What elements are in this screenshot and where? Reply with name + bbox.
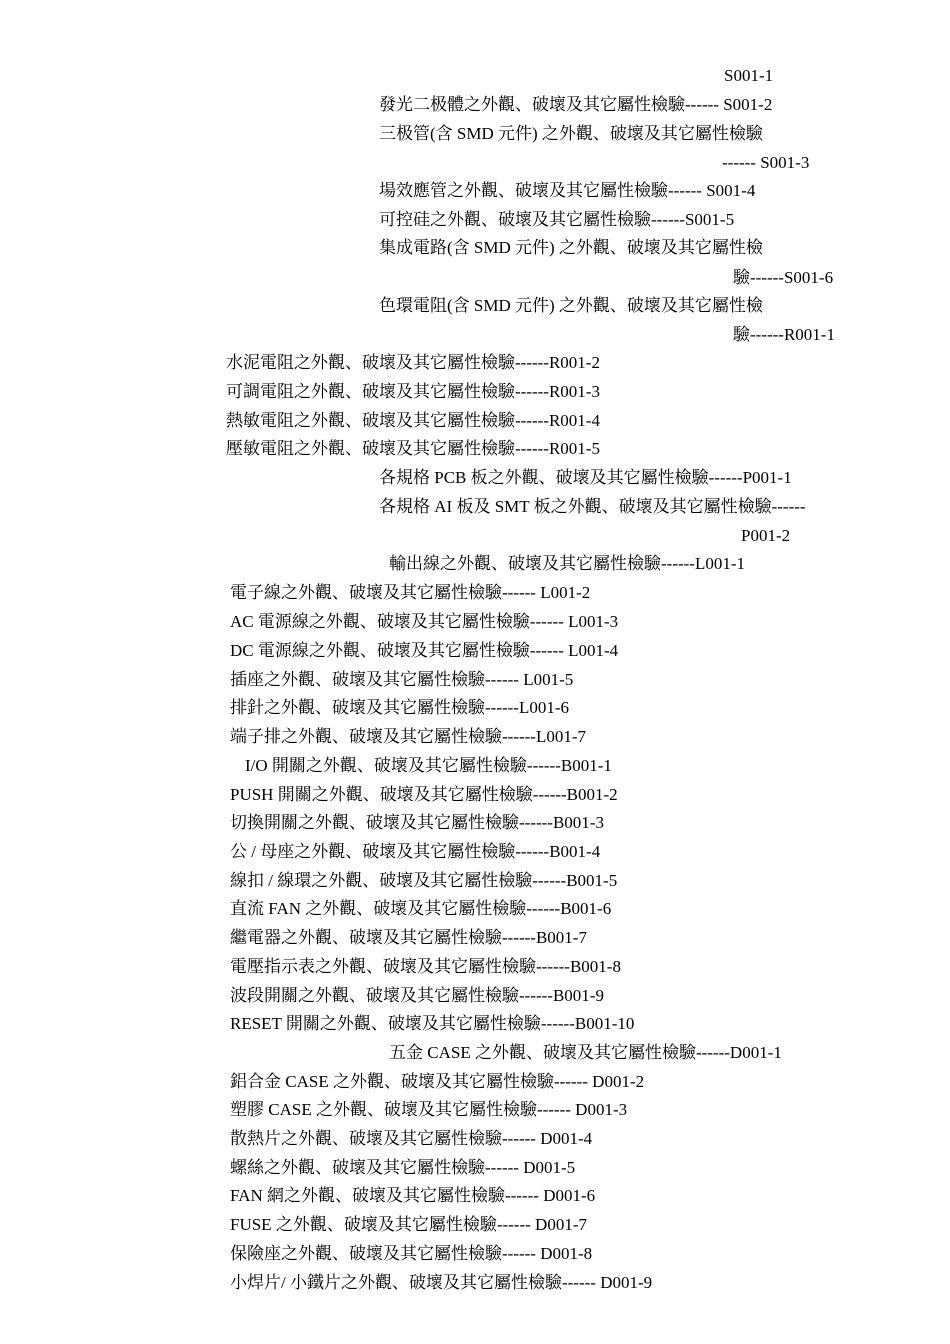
toc-line: 散熱片之外觀、破壞及其它屬性檢驗------ D001-4 — [230, 1129, 593, 1148]
toc-line: 各規格 PCB 板之外觀、破壞及其它屬性檢驗------P001-1 — [379, 468, 792, 487]
toc-line: S001-1 — [724, 66, 774, 85]
toc-line: 線扣 / 線環之外觀、破壞及其它屬性檢驗------B001-5 — [230, 871, 618, 890]
toc-line: 三极管(含 SMD 元件) 之外觀、破壞及其它屬性檢驗 — [379, 124, 763, 143]
toc-line: 小焊片/ 小鐵片之外觀、破壞及其它屬性檢驗------ D001-9 — [230, 1273, 653, 1292]
toc-line: 各規格 AI 板及 SMT 板之外觀、破壞及其它屬性檢驗------ — [379, 497, 806, 516]
toc-line: 端子排之外觀、破壞及其它屬性檢驗------L001-7 — [230, 727, 587, 746]
toc-line: 驗------R001-1 — [733, 325, 835, 344]
toc-line: 直流 FAN 之外觀、破壞及其它屬性檢驗------B001-6 — [230, 899, 612, 918]
toc-line: 電壓指示表之外觀、破壞及其它屬性檢驗------B001-8 — [230, 957, 621, 976]
toc-line: 驗------S001-6 — [733, 268, 834, 287]
toc-line: 輸出線之外觀、破壞及其它屬性檢驗------L001-1 — [389, 554, 746, 573]
toc-line: 可控硅之外觀、破壞及其它屬性檢驗------S001-5 — [379, 210, 735, 229]
toc-line: 集成電路(含 SMD 元件) 之外觀、破壞及其它屬性檢 — [379, 238, 763, 257]
toc-line: 公 / 母座之外觀、破壞及其它屬性檢驗------B001-4 — [230, 842, 601, 861]
toc-line: ------ S001-3 — [722, 153, 810, 172]
toc-line: 熱敏電阻之外觀、破壞及其它屬性檢驗------R001-4 — [226, 411, 600, 430]
toc-line: 繼電器之外觀、破壞及其它屬性檢驗------B001-7 — [230, 928, 587, 947]
toc-line: 鋁合金 CASE 之外觀、破壞及其它屬性檢驗------ D001-2 — [230, 1072, 645, 1091]
toc-line: 排針之外觀、破壞及其它屬性檢驗------L001-6 — [230, 698, 570, 717]
toc-line: 電子線之外觀、破壞及其它屬性檢驗------ L001-2 — [230, 583, 591, 602]
toc-line: 保險座之外觀、破壞及其它屬性檢驗------ D001-8 — [230, 1244, 593, 1263]
toc-line: 壓敏電阻之外觀、破壞及其它屬性檢驗------R001-5 — [226, 439, 600, 458]
toc-line: FUSE 之外觀、破壞及其它屬性檢驗------ D001-7 — [230, 1215, 587, 1234]
toc-line: 五金 CASE 之外觀、破壞及其它屬性檢驗------D001-1 — [389, 1043, 782, 1062]
toc-line: 插座之外觀、破壞及其它屬性檢驗------ L001-5 — [230, 670, 574, 689]
toc-line: 發光二极體之外觀、破壞及其它屬性檢驗------ S001-2 — [379, 95, 773, 114]
toc-line: PUSH 開關之外觀、破壞及其它屬性檢驗------B001-2 — [230, 785, 618, 804]
toc-line: I/O 開關之外觀、破壞及其它屬性檢驗------B001-1 — [245, 756, 612, 775]
toc-line: 塑膠 CASE 之外觀、破壞及其它屬性檢驗------ D001-3 — [230, 1100, 628, 1119]
toc-line: P001-2 — [741, 526, 791, 545]
toc-line: 切換開關之外觀、破壞及其它屬性檢驗------B001-3 — [230, 813, 604, 832]
toc-line: 螺絲之外觀、破壞及其它屬性檢驗------ D001-5 — [230, 1158, 576, 1177]
toc-line: DC 電源線之外觀、破壞及其它屬性檢驗------ L001-4 — [230, 641, 619, 660]
toc-line: FAN 網之外觀、破壞及其它屬性檢驗------ D001-6 — [230, 1186, 596, 1205]
toc-line: 可調電阻之外觀、破壞及其它屬性檢驗------R001-3 — [226, 382, 600, 401]
toc-line: 場效應管之外觀、破壞及其它屬性檢驗------ S001-4 — [379, 181, 756, 200]
toc-line: 波段開關之外觀、破壞及其它屬性檢驗------B001-9 — [230, 986, 604, 1005]
toc-line: 色環電阻(含 SMD 元件) 之外觀、破壞及其它屬性檢 — [379, 296, 763, 315]
toc-line: AC 電源線之外觀、破壞及其它屬性檢驗------ L001-3 — [230, 612, 619, 631]
toc-line: RESET 開關之外觀、破壞及其它屬性檢驗------B001-10 — [230, 1014, 635, 1033]
toc-line: 水泥電阻之外觀、破壞及其它屬性檢驗------R001-2 — [226, 353, 600, 372]
